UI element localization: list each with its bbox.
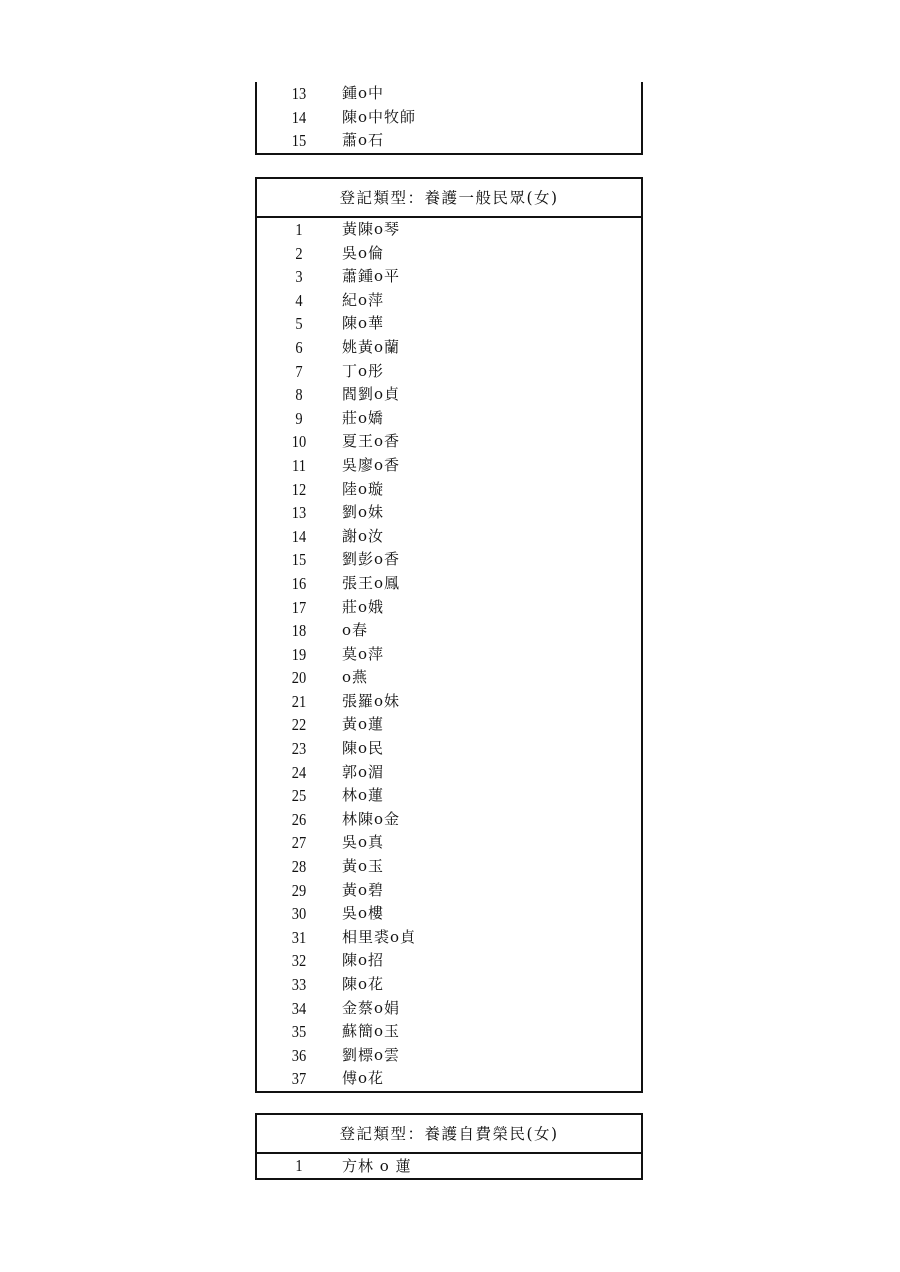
row-name: 莊o嬌 — [342, 408, 385, 427]
row-number: 14 — [291, 526, 307, 546]
row-number: 15 — [291, 550, 307, 570]
row-number: 3 — [295, 267, 303, 287]
table-row — [257, 548, 641, 572]
row-number: 4 — [295, 290, 303, 310]
row-number: 19 — [291, 644, 307, 664]
table-header: 登記類型：養護自費榮民(女) — [257, 1115, 641, 1154]
table-row — [257, 501, 641, 525]
table-row — [257, 430, 641, 454]
table-row — [257, 808, 641, 832]
row-name: 黃o蓮 — [342, 715, 385, 734]
row-name: 黃陳o琴 — [342, 220, 401, 238]
table-row — [257, 831, 641, 855]
table-row — [257, 973, 641, 997]
row-number: 25 — [291, 786, 307, 806]
row-number: 5 — [295, 314, 303, 334]
table-row — [257, 690, 641, 714]
row-name: 吳廖o香 — [342, 455, 401, 474]
table-row — [257, 360, 641, 384]
row-name: 蕭o石 — [342, 131, 385, 150]
row-name: 夏王o香 — [342, 432, 401, 451]
row-name: 相里裘o貞 — [342, 927, 417, 946]
table-row — [257, 949, 641, 973]
table-row — [257, 106, 641, 130]
table-continued-list — [255, 82, 643, 155]
row-name: 姚黃o蘭 — [342, 337, 401, 356]
table-row — [257, 312, 641, 336]
table-row — [257, 1020, 641, 1044]
table-row — [257, 713, 641, 737]
row-name: 謝o汝 — [342, 526, 385, 545]
row-number: 33 — [291, 975, 307, 994]
table-row — [257, 666, 641, 690]
row-name: 郭o湄 — [342, 762, 385, 781]
row-number: 24 — [291, 762, 307, 782]
table-row — [257, 572, 641, 596]
row-name: 劉標o雲 — [342, 1045, 401, 1064]
row-number: 1 — [295, 1156, 303, 1175]
row-number: 27 — [291, 833, 307, 853]
row-number: 9 — [295, 408, 303, 428]
row-name: 傅o花 — [342, 1069, 385, 1088]
table-header: 登記類型：養護一般民眾(女) — [257, 179, 641, 218]
table-row — [257, 525, 641, 549]
row-number: 6 — [295, 337, 303, 357]
row-number: 29 — [291, 880, 307, 900]
row-name: 黃o碧 — [342, 880, 385, 899]
row-name: 劉彭o香 — [342, 550, 401, 569]
row-number: 26 — [291, 809, 307, 829]
table-care-general-female — [255, 177, 643, 1093]
row-number: 30 — [291, 904, 307, 924]
row-number: 16 — [291, 573, 307, 593]
row-name: 方林 o 蓮 — [342, 1157, 412, 1175]
row-number: 11 — [292, 455, 306, 475]
row-name: 陳o花 — [342, 975, 385, 993]
table-row — [257, 902, 641, 926]
table-row — [257, 82, 641, 106]
row-number: 37 — [291, 1069, 307, 1089]
row-number: 20 — [291, 668, 307, 688]
table-row — [257, 855, 641, 879]
row-number: 2 — [295, 243, 303, 263]
table-row — [257, 218, 641, 242]
row-number: 35 — [291, 1022, 307, 1042]
table-row — [257, 1044, 641, 1068]
table-row — [257, 1067, 641, 1091]
row-name: 劉o妹 — [342, 503, 385, 522]
row-number: 34 — [291, 998, 307, 1018]
row-name: 紀o萍 — [342, 290, 385, 309]
table-row — [257, 596, 641, 620]
table-row — [257, 926, 641, 950]
table-row — [257, 265, 641, 289]
row-number: 17 — [291, 597, 307, 617]
row-name: 林o蓮 — [342, 786, 385, 805]
row-name: 金蔡o娟 — [342, 998, 401, 1017]
row-number: 13 — [291, 503, 307, 523]
row-name: 張王o鳳 — [342, 573, 401, 592]
row-name: 莊o娥 — [342, 597, 385, 616]
table-row — [257, 784, 641, 808]
row-name: 蕭鍾o平 — [342, 267, 401, 286]
row-name: 黃o玉 — [342, 857, 385, 876]
row-name: 林陳o金 — [342, 809, 401, 828]
table-row — [257, 761, 641, 785]
row-name: 丁o彤 — [342, 361, 385, 380]
table-row — [257, 1154, 641, 1178]
row-number: 28 — [291, 857, 307, 877]
table-row — [257, 643, 641, 667]
row-name: 陳o華 — [342, 314, 385, 333]
table-row — [257, 737, 641, 761]
row-number: 36 — [291, 1045, 307, 1065]
row-name: o春 — [342, 621, 369, 640]
table-row — [257, 336, 641, 360]
row-number: 8 — [295, 385, 303, 405]
row-number: 21 — [291, 691, 307, 711]
table-body — [257, 218, 641, 1091]
table-row — [257, 619, 641, 643]
row-name: 蘇簡o玉 — [342, 1022, 401, 1041]
row-name: 陳o民 — [342, 739, 385, 758]
row-name: 鍾o中 — [342, 84, 385, 102]
row-name: 吳o倫 — [342, 243, 385, 262]
table-care-selfpay-veteran-female — [255, 1113, 643, 1180]
table-row — [257, 289, 641, 313]
row-number: 15 — [291, 131, 307, 151]
row-name: 陳o招 — [342, 951, 385, 970]
row-name: 閻劉o貞 — [342, 385, 401, 404]
row-number: 22 — [291, 715, 307, 735]
row-number: 7 — [295, 361, 303, 381]
row-name: 莫o萍 — [342, 644, 385, 663]
table-row — [257, 242, 641, 266]
row-number: 12 — [291, 479, 307, 499]
row-number: 31 — [291, 927, 307, 947]
row-name: o燕 — [342, 668, 369, 687]
table-row — [257, 129, 641, 153]
row-name: 張羅o妹 — [342, 691, 401, 710]
row-number: 32 — [291, 951, 307, 971]
row-name: 吳o樓 — [342, 904, 385, 923]
table-row — [257, 407, 641, 431]
row-name: 陳o中牧師 — [342, 107, 417, 126]
table-row — [257, 454, 641, 478]
row-number: 13 — [291, 84, 307, 103]
table-row — [257, 478, 641, 502]
row-number: 1 — [295, 220, 303, 239]
row-name: 陸o璇 — [342, 479, 385, 498]
row-number: 23 — [291, 739, 307, 759]
table-row — [257, 879, 641, 903]
table-row — [257, 383, 641, 407]
row-name: 吳o真 — [342, 833, 385, 852]
row-number: 18 — [291, 621, 307, 641]
row-number: 10 — [291, 432, 307, 452]
row-number: 14 — [291, 107, 307, 127]
table-row — [257, 997, 641, 1021]
